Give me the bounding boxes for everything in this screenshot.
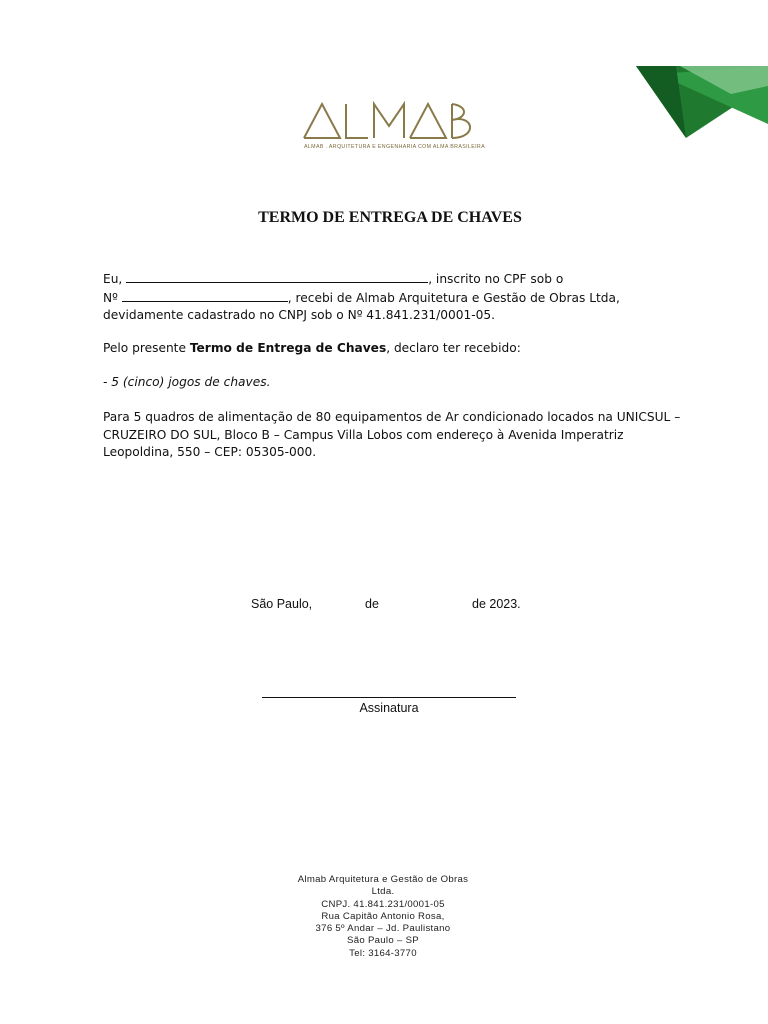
footer-line: São Paulo – SP xyxy=(347,935,419,947)
location-line-3: Leopoldina, 550 – CEP: 05305-000. xyxy=(103,445,317,459)
name-field[interactable] xyxy=(126,270,428,283)
date-city: São Paulo, xyxy=(251,597,313,611)
received-text: , recebi de Almab Arquitetura e Gestão de Obras Ltda, xyxy=(287,290,620,305)
receipt-pre: Pelo presente xyxy=(103,341,190,355)
declaration-paragraph xyxy=(103,270,683,325)
company-logo xyxy=(302,98,485,156)
date-year: de 2023. xyxy=(472,597,521,611)
location-line-2: CRUZEIRO DO SUL, Bloco B – Campus Villa Lobos com endereço à Avenida Imperatriz xyxy=(103,427,624,442)
logo-tagline: ALMAB . ARQUITETURA E ENGENHARIA COM ALMA BRASILEIRA xyxy=(304,144,485,150)
location-paragraph xyxy=(103,409,683,462)
signature-line[interactable] xyxy=(262,697,516,698)
receipt-post: , declaro ter recebido: xyxy=(386,341,521,355)
almab-logo-icon xyxy=(302,98,480,142)
keys-item: - 5 (cinco) jogos de chaves. xyxy=(103,375,271,389)
receipt-bold: Termo de Entrega de Chaves xyxy=(189,341,387,355)
signature-label: Assinatura xyxy=(359,701,419,715)
footer-address xyxy=(282,874,484,960)
footer-line: Rua Capitão Antonio Rosa, xyxy=(321,910,445,922)
location-line-1: Para 5 quadros de alimentação de 80 equipamentos de Ar condicionado locados na UNICSUL – xyxy=(103,410,681,424)
cpf-field[interactable] xyxy=(122,289,288,302)
eu-label: Eu, xyxy=(103,272,123,286)
receipt-paragraph xyxy=(103,340,683,358)
footer-line: 376 5º Andar – Jd. Paulistano xyxy=(315,923,451,935)
footer-line: Ltda. xyxy=(371,886,395,898)
cnpj-text: devidamente cadastrado no CNPJ sob o Nº 41.841.231/0001-05. xyxy=(103,308,495,322)
footer-line: Tel: 3164-3770 xyxy=(349,947,417,959)
corner-decoration-icon xyxy=(636,66,768,138)
cpf-label: , inscrito no CPF sob o xyxy=(428,272,564,286)
date-de: de xyxy=(365,597,379,611)
footer-line: Almab Arquitetura e Gestão de Obras xyxy=(297,874,469,885)
number-label: Nº xyxy=(103,290,118,305)
footer-line: CNPJ. 41.841.231/0001-05 xyxy=(321,898,445,910)
document-title: TERMO DE ENTREGA DE CHAVES xyxy=(258,209,522,226)
